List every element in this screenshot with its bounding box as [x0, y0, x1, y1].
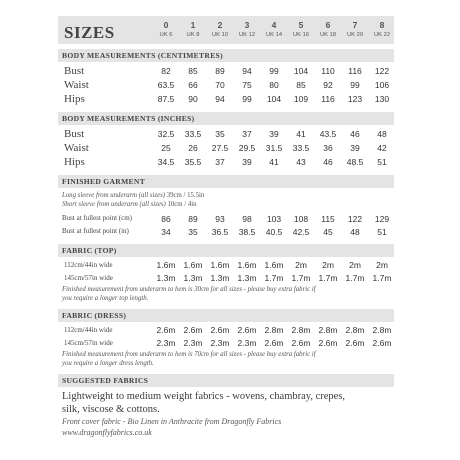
table-cell: 27.5 [211, 143, 229, 153]
table-cell: 1.3m [210, 273, 230, 283]
table-cell: 115 [321, 214, 335, 224]
table-cell: 39 [242, 157, 252, 167]
table-cell: 35.5 [184, 157, 202, 167]
table-cell: 48.5 [346, 157, 364, 167]
size-uk: UK 16 [292, 32, 310, 38]
table-cell: 2.3m [237, 338, 257, 348]
table-cell: 51 [377, 227, 387, 237]
table-cell: 29.5 [238, 143, 256, 153]
table-cell: 98 [242, 214, 252, 224]
table-cell: 37 [215, 157, 225, 167]
table-row [58, 92, 394, 106]
table-cell: 31.5 [265, 143, 283, 153]
size-col [235, 20, 259, 38]
table-row [58, 324, 394, 337]
table-cell: 109 [293, 94, 309, 104]
table-cell: 87.5 [157, 94, 175, 104]
size-uk: UK 8 [186, 32, 200, 38]
table-cell: 25 [161, 143, 171, 153]
size-uk: UK 6 [159, 32, 173, 38]
table-cell: 106 [374, 80, 390, 90]
table-cell: 85 [188, 66, 198, 76]
table-row [58, 155, 394, 169]
table-cell: 2.6m [372, 338, 392, 348]
fabric-top-note: you require a longer top length. [62, 295, 149, 302]
table-row [58, 337, 394, 350]
size-uk: UK 14 [265, 32, 283, 38]
row-label: 145cm/57in wide [64, 339, 113, 347]
table-cell: 2.8m [345, 325, 365, 335]
size-number: 4 [271, 20, 277, 30]
table-cell: 70 [215, 80, 225, 90]
table-cell: 26 [188, 143, 198, 153]
size-uk: UK 12 [238, 32, 256, 38]
table-cell: 123 [347, 94, 363, 104]
table-cell: 2.6m [291, 338, 311, 348]
table-cell: 122 [374, 66, 390, 76]
sleeve-note-long [58, 191, 394, 200]
cover-fabric-credit: Front cover fabric - Bio Linen in Anthracite from Dragonfly Fabrics [62, 417, 282, 426]
table-cell: 116 [348, 66, 362, 76]
row-label: Waist [64, 79, 89, 91]
table-cell: 2.6m [345, 338, 365, 348]
table-row [58, 78, 394, 92]
table-cell: 38.5 [238, 227, 256, 237]
table-cell: 48 [377, 129, 387, 139]
suggested-fabrics-text: silk, viscose & cottons. [62, 404, 160, 415]
table-cell: 35 [188, 227, 198, 237]
table-cell: 43.5 [319, 129, 337, 139]
table-cell: 1.6m [183, 260, 203, 270]
size-col [316, 20, 340, 38]
table-cell: 32.5 [157, 129, 175, 139]
table-cell: 2.8m [291, 325, 311, 335]
row-label: Bust [64, 128, 85, 140]
suggested-fabrics-text: Lightweight to medium weight fabrics - wovens, chambray, crepes, [62, 391, 346, 402]
table-cell: 33.5 [184, 129, 202, 139]
table-cell: 2m [376, 260, 388, 270]
table-cell: 41 [296, 129, 306, 139]
section-heading-body-cm: BODY MEASUREMENTS (CENTIMETRES) [58, 49, 394, 62]
section-heading-fabric-dress: FABRIC (DRESS) [58, 309, 394, 322]
table-cell: 41 [269, 157, 279, 167]
table-cell: 104 [266, 94, 282, 104]
table-cell: 34.5 [157, 157, 175, 167]
table-cell: 35 [215, 129, 225, 139]
size-number: 0 [163, 20, 169, 30]
sizes-header [58, 16, 394, 44]
table-cell: 2.6m [318, 338, 338, 348]
fabric-dress-note: Finished measurement from underarm to hem is 70cm for all sizes - please buy extra fabric if [62, 351, 316, 358]
table-cell: 2m [349, 260, 361, 270]
table-row [58, 64, 394, 78]
table-cell: 1.7m [318, 273, 338, 283]
table-cell: 51 [377, 157, 387, 167]
size-number: 8 [379, 20, 385, 30]
sleeve-note-value: 39cm / 15.5in [166, 192, 205, 199]
sleeve-note-text: Long sleeve from underarm (all sizes) [62, 192, 166, 199]
section-heading-body-in: BODY MEASUREMENTS (INCHES) [58, 112, 394, 125]
section-heading-fabric-top: FABRIC (TOP) [58, 244, 394, 257]
fabric-dress-note: you require a longer dress length. [62, 360, 154, 367]
row-label: Bust [64, 65, 85, 77]
table-cell: 2.3m [156, 338, 176, 348]
fabric-top-note: Finished measurement from underarm to hem is 30cm for all sizes - please buy extra fabric if [62, 286, 316, 293]
table-cell: 36 [323, 143, 333, 153]
page-title: SIZES [64, 23, 115, 42]
table-cell: 129 [374, 214, 390, 224]
table-row [58, 141, 394, 155]
table-row [58, 212, 394, 225]
table-cell: 89 [188, 214, 198, 224]
size-col [208, 20, 232, 38]
table-cell: 39 [269, 129, 279, 139]
table-cell: 39 [350, 143, 360, 153]
table-cell: 1.6m [156, 260, 176, 270]
size-uk: UK 20 [346, 32, 364, 38]
row-label: Waist [64, 142, 89, 154]
table-cell: 1.6m [210, 260, 230, 270]
table-cell: 104 [293, 66, 309, 76]
table-cell: 75 [242, 80, 252, 90]
section-heading-suggested: SUGGESTED FABRICS [58, 374, 394, 387]
table-cell: 92 [323, 80, 333, 90]
table-cell: 116 [321, 94, 335, 104]
table-cell: 93 [215, 214, 225, 224]
table-row [58, 127, 394, 141]
table-cell: 94 [242, 66, 252, 76]
table-cell: 94 [215, 94, 225, 104]
table-cell: 1.7m [372, 273, 392, 283]
table-cell: 34 [161, 227, 171, 237]
sleeve-note-text: Short sleeve from underarm (all sizes) [62, 201, 166, 208]
table-cell: 2.8m [318, 325, 338, 335]
size-col [370, 20, 394, 38]
table-cell: 2m [322, 260, 334, 270]
table-cell: 2.3m [183, 338, 203, 348]
row-label: 112cm/44in wide [64, 326, 113, 334]
size-number: 5 [298, 20, 304, 30]
row-label: Hips [64, 156, 85, 168]
table-cell: 2m [295, 260, 307, 270]
table-cell: 37 [242, 129, 252, 139]
size-uk: UK 18 [319, 32, 337, 38]
table-cell: 42 [377, 143, 387, 153]
table-cell: 2.6m [237, 325, 257, 335]
size-col [343, 20, 367, 38]
table-cell: 36.5 [211, 227, 229, 237]
table-cell: 85 [296, 80, 306, 90]
size-uk: UK 22 [373, 32, 391, 38]
table-row [58, 225, 394, 238]
table-cell: 40.5 [265, 227, 283, 237]
table-cell: 99 [269, 66, 279, 76]
table-cell: 2.6m [210, 325, 230, 335]
table-cell: 2.6m [156, 325, 176, 335]
size-number: 7 [352, 20, 358, 30]
table-cell: 108 [293, 214, 309, 224]
table-cell: 130 [374, 94, 390, 104]
table-cell: 1.7m [264, 273, 284, 283]
table-cell: 45 [323, 227, 333, 237]
table-cell: 110 [321, 66, 335, 76]
row-label: 145cm/57in wide [64, 274, 113, 282]
table-cell: 43 [296, 157, 306, 167]
table-cell: 2.6m [264, 338, 284, 348]
size-chart-sheet [58, 16, 394, 438]
size-col [181, 20, 205, 38]
section-heading-finished: FINISHED GARMENT [58, 175, 394, 188]
table-cell: 1.3m [156, 273, 176, 283]
table-row [58, 272, 394, 285]
size-col [289, 20, 313, 38]
sleeve-note-value: 10cm / 4in [167, 201, 197, 208]
row-label: Bust at fullest point (in) [62, 227, 129, 235]
table-cell: 1.7m [291, 273, 311, 283]
table-cell: 86 [161, 214, 171, 224]
table-cell: 1.3m [237, 273, 257, 283]
table-cell: 1.6m [237, 260, 257, 270]
table-cell: 66 [188, 80, 198, 90]
size-col [154, 20, 178, 38]
table-cell: 2.3m [210, 338, 230, 348]
size-col [262, 20, 286, 38]
table-cell: 1.7m [345, 273, 365, 283]
size-number: 6 [325, 20, 331, 30]
sleeve-note-short [58, 200, 394, 209]
table-cell: 42.5 [292, 227, 310, 237]
row-label: Hips [64, 93, 85, 105]
table-cell: 2.8m [372, 325, 392, 335]
table-cell: 89 [215, 66, 225, 76]
table-cell: 48 [350, 227, 360, 237]
size-uk: UK 10 [211, 32, 229, 38]
table-cell: 90 [188, 94, 198, 104]
table-cell: 63.5 [157, 80, 175, 90]
table-row [58, 259, 394, 272]
table-cell: 2.6m [183, 325, 203, 335]
table-cell: 80 [269, 80, 279, 90]
website-link[interactable]: www.dragonflyfabrics.co.uk [62, 428, 152, 437]
table-cell: 46 [350, 129, 360, 139]
table-cell: 99 [350, 80, 360, 90]
table-cell: 1.6m [264, 260, 284, 270]
row-label: 112cm/44in wide [64, 261, 113, 269]
table-cell: 46 [323, 157, 333, 167]
table-cell: 82 [161, 66, 171, 76]
table-cell: 2.8m [264, 325, 284, 335]
size-number: 1 [190, 20, 196, 30]
row-label: Bust at fullest point (cm) [62, 214, 132, 222]
table-cell: 103 [266, 214, 282, 224]
table-cell: 122 [347, 214, 363, 224]
table-cell: 99 [242, 94, 252, 104]
size-number: 2 [217, 20, 223, 30]
table-cell: 33.5 [292, 143, 310, 153]
size-number: 3 [244, 20, 250, 30]
table-cell: 1.3m [183, 273, 203, 283]
